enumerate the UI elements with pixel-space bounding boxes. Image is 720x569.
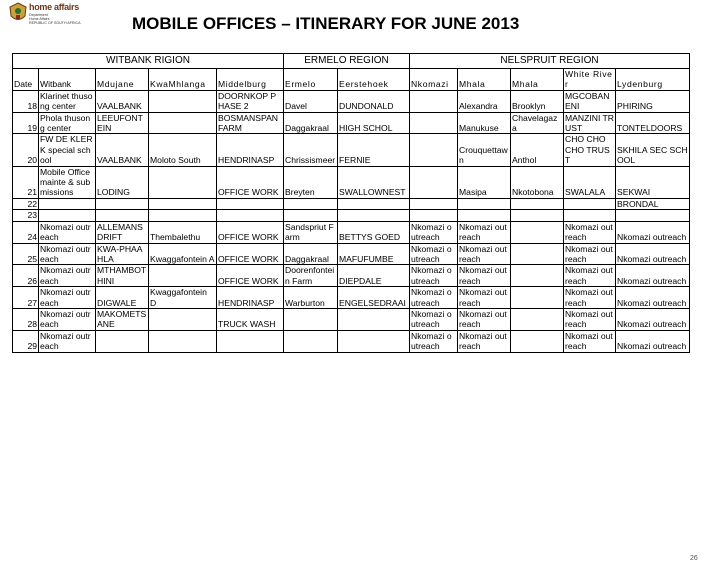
table-cell: TONTELDOORS	[616, 112, 690, 134]
region-header-row	[13, 54, 690, 69]
table-cell: Nkomazi outreach	[458, 308, 511, 330]
table-cell	[284, 210, 338, 221]
table-cell: CHO CHO CHO TRUST	[564, 134, 616, 166]
table-cell	[410, 210, 458, 221]
table-cell: VAALBANK	[96, 134, 149, 166]
table-cell: OFFICE WORK	[217, 221, 284, 243]
table-cell: Chavelagaza	[511, 112, 564, 134]
col-header: Mhala	[511, 69, 564, 91]
table-cell: Nkomazi outreach	[410, 221, 458, 243]
table-cell: MGCOBANENI	[564, 90, 616, 112]
table-cell	[511, 198, 564, 209]
table-cell: Nkomazi outreach	[616, 265, 690, 287]
table-cell: Nkomazi outreach	[458, 265, 511, 287]
table-cell: Daggakraal	[284, 112, 338, 134]
table-row	[13, 243, 690, 265]
table-cell	[410, 134, 458, 166]
date-cell: 28	[13, 308, 39, 330]
table-cell: DOORNKOP PHASE 2	[217, 90, 284, 112]
table-row	[13, 210, 690, 221]
table-row	[13, 221, 690, 243]
table-cell: Kwaggafontein D	[149, 287, 217, 309]
table-cell	[217, 210, 284, 221]
table-cell: Nkomazi outreach	[564, 265, 616, 287]
table-cell: Nkomazi outreach	[564, 243, 616, 265]
region-witbank: WITBANK RIGION	[13, 54, 284, 69]
table-cell: ENGELSEDRAAI	[338, 287, 410, 309]
table-cell: HENDRINASP	[217, 287, 284, 309]
table-cell: Brooklyn	[511, 90, 564, 112]
table-row	[13, 287, 690, 309]
col-header: KwaMhlanga	[149, 69, 217, 91]
table-cell: OFFICE WORK	[217, 243, 284, 265]
table-cell	[96, 198, 149, 209]
table-cell: Nkomazi outreach	[39, 221, 96, 243]
table-cell: Nkomazi outreach	[458, 287, 511, 309]
col-header: Lydenburg	[616, 69, 690, 91]
table-cell: Nkomazi outreach	[410, 287, 458, 309]
table-cell	[149, 90, 217, 112]
table-cell: OFFICE WORK	[217, 265, 284, 287]
table-cell	[149, 112, 217, 134]
table-cell: Chrissismeer	[284, 134, 338, 166]
date-cell: 27	[13, 287, 39, 309]
table-cell: Nkomazi outreach	[39, 243, 96, 265]
table-cell: LEEUFONTEIN	[96, 112, 149, 134]
region-ermelo: ERMELO REGION	[284, 54, 410, 69]
table-cell: OFFICE WORK	[217, 166, 284, 198]
table-cell: Nkomazi outreach	[410, 265, 458, 287]
column-header-row	[13, 69, 690, 91]
logo-line-3: Home Affairs	[29, 17, 50, 21]
logo-line-2: Department	[29, 13, 48, 17]
region-nelspruit: NELSPRUIT REGION	[410, 54, 690, 69]
table-cell: HIGH SCHOL	[338, 112, 410, 134]
table-cell: FW DE KLERK special school	[39, 134, 96, 166]
table-row	[13, 330, 690, 352]
table-cell: Nkomazi outreach	[564, 221, 616, 243]
table-cell: Nkomazi outreach	[564, 308, 616, 330]
table-cell: Nkomazi outreach	[410, 243, 458, 265]
table-cell: Kwaggafontein A	[149, 243, 217, 265]
table-cell: SWALLOWNEST	[338, 166, 410, 198]
table-cell	[564, 210, 616, 221]
date-cell: 24	[13, 221, 39, 243]
table-cell: FERNIE	[338, 134, 410, 166]
table-cell: Nkomazi outreach	[564, 330, 616, 352]
table-cell	[410, 112, 458, 134]
table-cell	[511, 243, 564, 265]
table-cell: Nkomazi outreach	[616, 308, 690, 330]
table-cell: DIGWALE	[96, 287, 149, 309]
table-cell	[410, 90, 458, 112]
table-cell: MANZINI TRUST	[565, 112, 615, 134]
table-row	[13, 198, 690, 209]
table-cell	[511, 221, 564, 243]
table-cell: LODING	[96, 166, 149, 198]
table-cell	[564, 198, 616, 209]
table-cell	[410, 198, 458, 209]
table-cell: Nkomazi outreach	[39, 308, 96, 330]
col-header: White River	[564, 69, 616, 91]
date-cell: 23	[13, 210, 39, 221]
table-cell: Nkomazi outreach	[616, 287, 690, 309]
table-cell: Crouquettawn	[458, 134, 511, 166]
table-row	[13, 112, 690, 134]
table-cell: VAALBANK	[96, 90, 149, 112]
table-cell	[149, 210, 217, 221]
table-cell	[284, 198, 338, 209]
col-header: Middelburg	[217, 69, 284, 91]
table-cell	[511, 265, 564, 287]
table-cell	[284, 308, 338, 330]
table-cell: Nkomazi outreach	[39, 287, 96, 309]
table-cell: Nkomazi outreach	[458, 243, 511, 265]
date-cell: 21	[13, 166, 39, 198]
col-header: Witbank	[39, 69, 96, 91]
table-cell	[39, 198, 96, 209]
table-cell: TRUCK WASH	[217, 308, 284, 330]
table-row	[13, 265, 690, 287]
table-cell	[511, 210, 564, 221]
table-cell	[338, 308, 410, 330]
table-cell	[338, 330, 410, 352]
table-cell	[338, 210, 410, 221]
table-row	[13, 308, 690, 330]
col-header: Eerstehoek	[338, 69, 410, 91]
page-number: 26	[690, 555, 698, 562]
logo-subtitle	[29, 13, 81, 25]
table-cell	[511, 287, 564, 309]
date-cell: 22	[13, 198, 39, 209]
table-cell: Phola thusong center	[39, 112, 96, 134]
table-cell: Manukuse	[458, 112, 511, 134]
col-header: Nkomazi	[410, 69, 458, 91]
home-affairs-logo	[8, 2, 81, 32]
table-cell: Nkomazi outreach	[39, 330, 96, 352]
table-cell: Anthol	[511, 134, 564, 166]
table-cell	[511, 308, 564, 330]
table-cell	[410, 166, 458, 198]
table-cell	[149, 308, 217, 330]
date-cell: 26	[13, 265, 39, 287]
table-cell: Thembalethu	[149, 221, 217, 243]
table-cell: BRONDAL	[616, 198, 690, 209]
table-cell: Nkomazi outreach	[410, 330, 458, 352]
table-cell: Masipa	[458, 166, 511, 198]
table-cell: MTHAMBOTHINI	[96, 265, 149, 287]
table-cell: DIEPDALE	[338, 265, 410, 287]
table-cell	[616, 210, 690, 221]
table-row	[13, 134, 690, 166]
table-cell: Daggakraal	[284, 243, 338, 265]
table-cell	[149, 330, 217, 352]
date-cell: 18	[13, 90, 39, 112]
col-header: Mhala	[458, 69, 511, 91]
table-cell	[511, 330, 564, 352]
table-cell: Nkomazi outreach	[39, 265, 96, 287]
table-cell	[217, 330, 284, 352]
table-cell	[149, 166, 217, 198]
table-cell	[217, 198, 284, 209]
table-cell: HENDRINASP	[217, 134, 284, 166]
table-cell: Doorenfontein Farm	[284, 265, 338, 287]
table-cell: MAFUFUMBE	[338, 243, 410, 265]
table-cell: MAKOMETSANE	[96, 308, 149, 330]
page-title: MOBILE OFFICES – ITINERARY FOR JUNE 2013	[132, 14, 520, 33]
date-cell: 25	[13, 243, 39, 265]
date-cell: 29	[13, 330, 39, 352]
table-cell: SKHILA SEC SCHOOL	[616, 134, 690, 166]
table-cell	[149, 198, 217, 209]
table-cell	[284, 330, 338, 352]
table-cell: Nkomazi outreach	[616, 330, 690, 352]
table-cell: Nkomazi outreach	[564, 287, 616, 309]
table-cell	[149, 265, 217, 287]
table-cell: ALLEMANSDRIFT	[96, 221, 149, 243]
table-cell: Alexandra	[458, 90, 511, 112]
col-header: Ermelo	[284, 69, 338, 91]
table-cell	[458, 198, 511, 209]
table-cell	[39, 210, 96, 221]
col-header: Mdujane	[96, 69, 149, 91]
table-cell: Nkomazi outreach	[616, 243, 690, 265]
table-cell: Davel	[284, 90, 338, 112]
table-cell: SEKWAI	[616, 166, 690, 198]
table-cell	[96, 330, 149, 352]
table-cell: BOSMANSPAN FARM	[217, 112, 284, 134]
table-cell: Nkotobona	[511, 166, 564, 198]
table-row	[13, 166, 690, 198]
table-cell	[458, 210, 511, 221]
table-cell: Breyten	[284, 166, 338, 198]
table-row	[13, 90, 690, 112]
table-cell	[338, 198, 410, 209]
table-cell: SWALALA	[564, 166, 616, 198]
col-header: Date	[13, 69, 39, 91]
table-cell: Nkomazi outreach	[458, 221, 511, 243]
itinerary-table	[12, 53, 690, 353]
table-cell: KWA-PHAAHLA	[96, 243, 149, 265]
table-cell: Warburton	[284, 287, 338, 309]
table-cell: Nkomazi outreach	[410, 308, 458, 330]
logo-line-4: REPUBLIC OF SOUTH AFRICA	[29, 21, 81, 25]
table-cell	[96, 210, 149, 221]
table-cell: Moloto South	[149, 134, 217, 166]
table-cell: Sandspriut Farm	[284, 221, 338, 243]
coat-of-arms-icon	[8, 2, 28, 24]
table-cell: Mobile Office mainte & submissions	[39, 166, 96, 198]
table-cell: Klarinet thusong center	[39, 90, 96, 112]
table-cell: BETTYS GOED	[338, 221, 410, 243]
date-cell: 19	[13, 112, 39, 134]
table-cell: Nkomazi outreach	[458, 330, 511, 352]
table-cell: DUNDONALD	[338, 90, 410, 112]
table-cell: PHIRING	[616, 90, 690, 112]
date-cell: 20	[13, 134, 39, 166]
table-cell: Nkomazi outreach	[616, 221, 690, 243]
logo-name: home affairs	[29, 2, 79, 12]
